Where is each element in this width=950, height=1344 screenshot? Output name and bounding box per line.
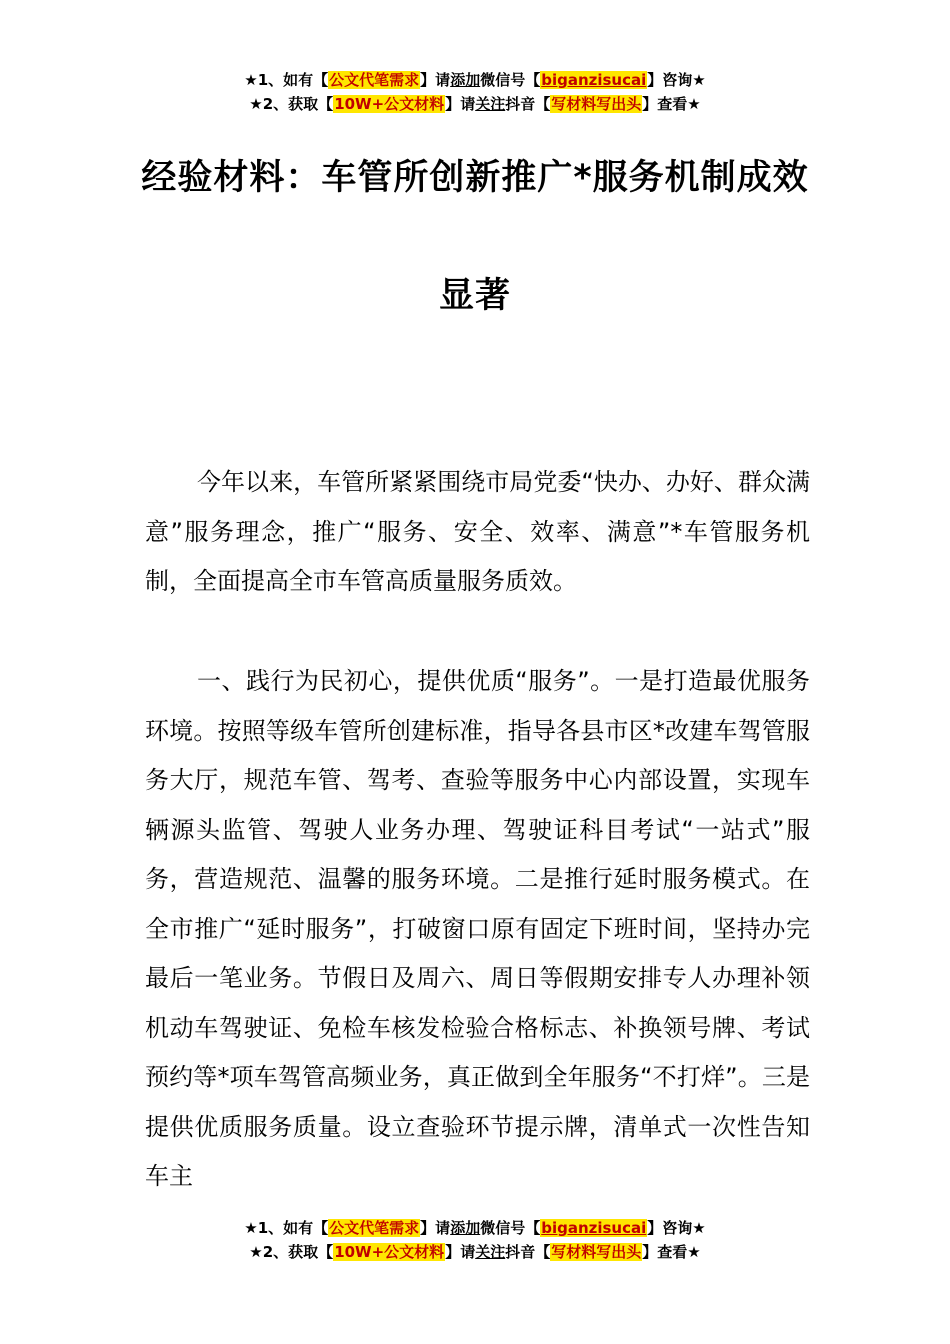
promo-text: 】咨询★ (647, 1219, 706, 1237)
promo-banner-bottom (0, 1216, 950, 1264)
douyin-id-highlight: 写材料写出头 (551, 1243, 642, 1261)
promo-text: 】咨询★ (647, 71, 706, 89)
promo-underlined-text: 添加 (450, 71, 481, 89)
promo-highlight: 公文代笔需求 (329, 1219, 420, 1237)
promo-text: 抖音【 (505, 1243, 551, 1261)
promo-underlined-text: 关注 (475, 95, 506, 113)
body-paragraph-intro: 今年以来，车管所紧紧围绕市局党委“快办、办好、群众满意”服务理念，推广“服务、安全、效率、满意”*车管服务机制，全面提高全市车管高质量服务质效。 (145, 468, 810, 595)
promo-highlight: 公文代笔需求 (329, 71, 420, 89)
body-paragraph-section-1: 一、践行为民初心，提供优质“服务”。一是打造最优服务环境。按照等级车管所创建标准，指导各县市区*改建车驾管服务大厅，规范车管、驾考、查验等服务中心内部设置，实现车辆源头监管、驾驶人业务办理、驾驶证科目考试“一站式”服务，营造规范、温馨的服务环境。二是推行延时服务模式。在全市推广“延时服务”，打破窗口原有固定下班时间，坚持办完最后一笔业务。节假日及周六、周日等假期安排专人办理补领机动车驾驶证、免检车核发检验合格标志、补换领号牌、考试预约等*项车驾管高频业务，真正做到全年服务“不打烊”。三是提供优质服务质量。设立查验环节提示牌，清单式一次性告知车主 (145, 667, 810, 1190)
douyin-id-highlight: 写材料写出头 (551, 95, 642, 113)
promo-underlined-text: 关注 (475, 1243, 506, 1261)
promo-underlined-text: 添加 (450, 1219, 481, 1237)
promo-text: ★1、如有【 (244, 1219, 329, 1237)
document-title-continued: 显著 (438, 276, 511, 316)
promo-text: 抖音【 (505, 95, 551, 113)
promo-line-1 (0, 1216, 950, 1240)
promo-line-2 (0, 1240, 950, 1264)
wechat-id-highlight: biganzisucai (541, 71, 647, 89)
promo-text: 微信号【 (480, 71, 541, 89)
promo-text: ★1、如有【 (244, 71, 329, 89)
document-title: 经验材料：车管所创新推广*服务机制成效 (141, 158, 809, 198)
promo-text: 】请 (420, 71, 451, 89)
promo-text: 】查看★ (642, 1243, 701, 1261)
promo-highlight: 10W+公文材料 (334, 1243, 445, 1261)
promo-banner-top (0, 68, 950, 116)
promo-highlight: 10W+公文材料 (334, 95, 445, 113)
promo-line-2 (0, 92, 950, 116)
promo-text: 】请 (445, 95, 476, 113)
promo-text: 】请 (445, 1243, 476, 1261)
wechat-id-highlight: biganzisucai (541, 1219, 647, 1237)
promo-text: ★2、获取【 (249, 1243, 334, 1261)
promo-text: 】请 (420, 1219, 451, 1237)
promo-text: 】查看★ (642, 95, 701, 113)
promo-text: ★2、获取【 (249, 95, 334, 113)
promo-line-1 (0, 68, 950, 92)
promo-text: 微信号【 (480, 1219, 541, 1237)
